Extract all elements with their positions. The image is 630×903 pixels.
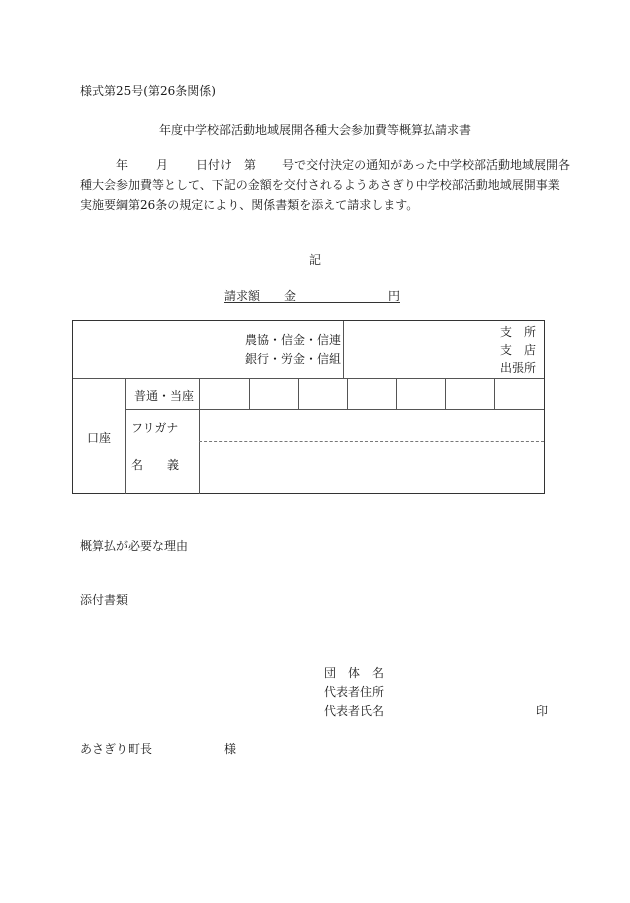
statement-line-1-rest: 号で交付決定の通知があった中学校部活動地域展開各 — [282, 158, 570, 172]
koza-label: 口座 — [87, 431, 112, 445]
statement-line-2: 種大会参加費等として、下記の金額を交付されるようあさぎり中学校部活動地域展開事業 — [80, 178, 560, 192]
addressee-name: あさぎり町長 — [80, 742, 153, 756]
form-number: 様式第25号(第26条関係) — [80, 84, 216, 98]
furigana-label: フリガナ — [131, 421, 179, 435]
dated-label: 日付け — [196, 158, 233, 172]
amount-row — [224, 287, 400, 303]
amount-label: 請求額 — [224, 289, 261, 303]
reason-label: 概算払が必要な理由 — [80, 539, 189, 553]
group-name-label: 団 体 名 — [324, 666, 385, 680]
amount-kin: 金 — [284, 289, 297, 303]
bank-account-table — [72, 320, 545, 494]
ki-heading: 記 — [308, 253, 321, 267]
addressee — [80, 740, 236, 757]
rep-address-label: 代表者住所 — [324, 685, 385, 699]
branch-type-shiten: 支 店 — [499, 343, 536, 357]
statement-line-1 — [80, 155, 570, 175]
bank-type-line-1: 農協・信金・信連 — [245, 333, 342, 347]
dai-label: 第 — [244, 158, 257, 172]
request-statement — [80, 155, 570, 215]
branch-type-shucchojo: 出張所 — [499, 361, 536, 375]
seal-mark: 印 — [536, 704, 549, 718]
bank-type-line-2: 銀行・労金・信組 — [245, 352, 342, 366]
account-type-label: 普通・当座 — [134, 389, 195, 403]
statement-line-3: 実施要綱第26条の規定により、関係書類を添えて請求します。 — [80, 198, 419, 212]
bank-type-options — [245, 331, 341, 369]
attachments-label: 添付書類 — [80, 593, 129, 607]
rep-name-label: 代表者氏名 — [324, 704, 385, 718]
document-title: 年度中学校部活動地域展開各種大会参加費等概算払請求書 — [158, 123, 471, 137]
branch-type-options — [500, 323, 536, 377]
amount-yen: 円 — [388, 289, 401, 303]
branch-type-shisho: 支 所 — [499, 325, 536, 339]
month-label: 月 — [156, 158, 169, 172]
year-label: 年 — [116, 158, 129, 172]
meigi-label: 名 義 — [131, 458, 180, 472]
addressee-sama: 様 — [224, 742, 237, 756]
